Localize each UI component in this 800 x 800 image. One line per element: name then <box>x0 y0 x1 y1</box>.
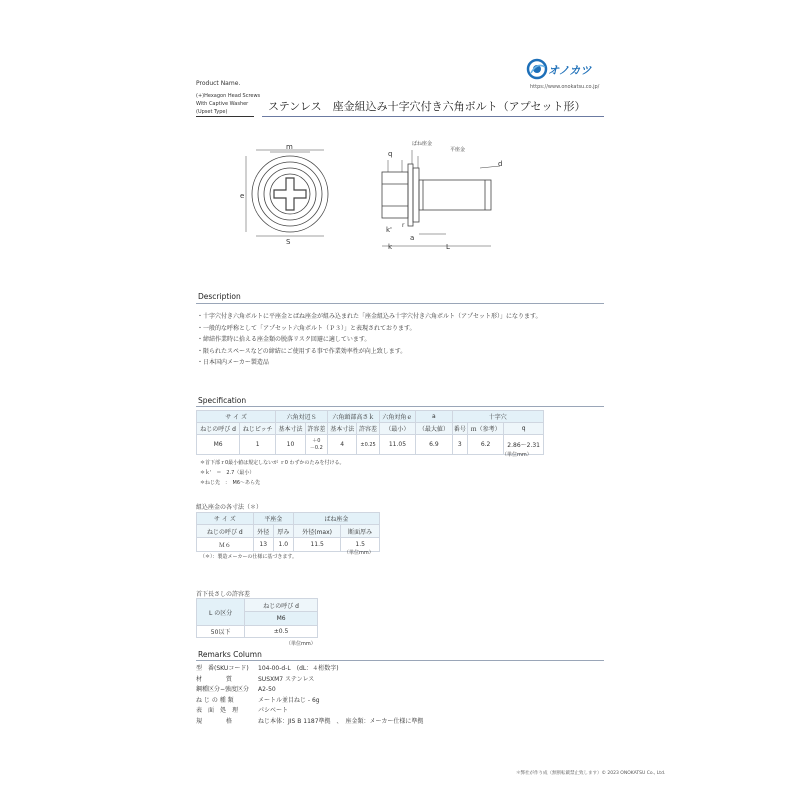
product-name-label: Product Name. <box>196 80 241 87</box>
english-name-line: (Upset Type) <box>196 109 228 115</box>
dim-d: d <box>498 160 503 168</box>
remarks-label: ね じ の 種 類 <box>196 696 234 704</box>
english-name-line: With Captive Washer <box>196 101 249 107</box>
washer-head-flat: 平座金 <box>253 513 293 525</box>
page-title: ステンレス 座金組込み十字穴付き六角ボルト（アプセット形） <box>268 100 586 113</box>
description-line: ・一般的な呼称として「アプセット六角ボルト（Ｐ３）」と表現されております。 <box>197 324 416 332</box>
spec-head-nominal: ねじの呼び d <box>197 423 240 435</box>
washer-cell-flat-t: 1.0 <box>273 538 293 552</box>
tolerance-table <box>196 598 318 638</box>
spec-cell-k: 4 <box>328 435 357 455</box>
washer-note: （＊）：製造メーカーの仕様に基づきます。 <box>200 554 298 560</box>
remarks-row <box>196 717 423 728</box>
spec-head-size: サ イ ズ <box>197 411 276 423</box>
tolerance-cell-range: 50以下 <box>197 626 245 638</box>
name-underline <box>196 116 254 117</box>
description-line: ・十字穴付き六角ボルトに平座金とばね座金が組み込まれた「座金組込み十字穴付き六角ボルト（アプセット形）」になります。 <box>197 313 542 320</box>
washer-head-size: サ イ ズ <box>197 513 254 525</box>
title-rule <box>262 116 604 117</box>
spec-head-no: 番号 <box>452 423 467 435</box>
spec-table <box>196 410 544 455</box>
spec-cell-s-tol-lower: －0.2 <box>309 444 323 451</box>
spec-head-max: （最大値） <box>416 423 452 435</box>
dim-k-prime: k' <box>386 226 392 234</box>
dim-k: k <box>388 243 393 251</box>
description-list <box>197 311 541 369</box>
washer-cell-flat-od: 13 <box>253 538 273 552</box>
spec-head-basic: 基本寸法 <box>328 423 357 435</box>
spec-note: ＊首下部ｒ0最小値は規定しないが ｒ0 わずかのたみを付ける。 <box>200 460 345 466</box>
tolerance-unit: （単位mm） <box>286 641 316 647</box>
remarks-label: 鋼種区分−強度区分 <box>196 686 250 693</box>
spec-note: ＊ｋ' ＝ 2.7（最小） <box>200 470 255 476</box>
remarks-value: パシベート <box>258 707 289 714</box>
remarks-value: SUSXM7 ステンレス <box>258 675 315 683</box>
specification-title: Specification <box>198 396 247 405</box>
washer-head-nominal: ねじの呼び d <box>197 525 254 538</box>
remarks-row <box>196 675 423 686</box>
dim-r: r <box>402 222 405 229</box>
description-title: Description <box>198 292 241 301</box>
spec-unit: （単位mm） <box>502 452 532 458</box>
spec-head-e: 六角対角ｅ <box>379 411 415 423</box>
dim-s: S <box>286 238 291 246</box>
flat-washer-label: 平座金 <box>450 147 466 153</box>
spec-cell-s-tol-upper: ＋0 <box>312 437 321 444</box>
remarks-row <box>196 696 423 707</box>
english-name-line: (+)Hexagon Head Screws <box>196 93 261 99</box>
washer-cell-spring-t: 1.5 <box>341 538 380 552</box>
washer-unit: （単位mm） <box>344 550 374 556</box>
remarks-value: 104-00-d-L (dL：４桁数字) <box>258 665 339 672</box>
description-line: ・限られたスペースなどの締結にご使用する事で作業効率性が向上致します。 <box>197 347 407 355</box>
spec-cell-nominal: M6 <box>197 435 240 455</box>
spec-cell-no: 3 <box>452 435 467 455</box>
spec-cell-s-tol <box>305 435 327 455</box>
washer-cell-nominal: Ｍ６ <box>197 538 254 552</box>
spec-cell-m: 6.2 <box>467 435 503 455</box>
washer-head-spring: ばね座金 <box>293 513 379 525</box>
washer-cell-spring-od: 11.5 <box>293 538 340 552</box>
spring-washer-label: ばね座金 <box>412 141 433 147</box>
dim-q: q <box>388 150 393 158</box>
spec-head-cross: 十字穴 <box>452 411 543 423</box>
washer-head-od-max: 外径(max) <box>293 525 340 538</box>
remarks-label: 表 面 処 理 <box>196 707 239 714</box>
remarks-label: 型 番(SKUコード) <box>196 665 249 672</box>
dim-a: a <box>410 234 415 242</box>
dim-e: e <box>240 192 245 200</box>
spec-head-m: ｍ（参考） <box>467 423 503 435</box>
washer-head-section-t: 断面厚み <box>341 525 380 538</box>
spec-cell-e: 11.05 <box>379 435 415 455</box>
description-rule <box>196 303 604 304</box>
washer-table <box>196 512 380 552</box>
spec-head-q: q <box>504 423 544 435</box>
washer-title: 組込座金の各寸法（＊） <box>196 504 263 511</box>
remarks-value: ねじ本体：JIS B 1187準拠 、 座金類：メーカー仕様に準拠 <box>258 717 424 725</box>
tolerance-head-nominal: ねじの呼び d <box>245 599 318 612</box>
remarks-rule <box>196 660 604 661</box>
dim-L: L <box>446 243 450 251</box>
spec-head-k: 六角頭部高さｋ <box>328 411 380 423</box>
spec-cell-a: 6.9 <box>416 435 452 455</box>
spec-cell-s: 10 <box>276 435 305 455</box>
remarks-row <box>196 664 423 675</box>
washer-head-t: 厚み <box>273 525 293 538</box>
tolerance-title: 首下長さしの許容差 <box>196 591 251 598</box>
remarks-value: メートル並目ねじ - 6g <box>258 696 320 704</box>
spec-notes <box>200 458 345 488</box>
brand-name: オノカツ <box>548 64 592 77</box>
remarks-row <box>196 685 423 696</box>
spec-cell-k-tol: ±0.25 <box>357 435 379 455</box>
spec-cell-q: 2.86～2.31 <box>504 435 544 455</box>
tolerance-cell-value: ±0.5 <box>245 626 318 638</box>
spec-note: ＊ねじ先 ： M6～あら先 <box>200 480 260 486</box>
spec-head-tol: 許容差 <box>305 423 327 435</box>
remarks-value: A2-50 <box>258 686 276 693</box>
description-line: ・締結作業時に拾える座金類の脱落リスク回避に適しています。 <box>197 336 371 343</box>
washer-head-od: 外径 <box>253 525 273 538</box>
spec-head-min: （最小） <box>379 423 415 435</box>
brand-logo <box>526 58 596 80</box>
spec-cell-pitch: 1 <box>240 435 276 455</box>
spec-head-a: a <box>416 411 452 423</box>
specification-rule <box>196 406 604 407</box>
remarks-label: 材 質 <box>196 675 233 683</box>
spec-head-tol: 許容差 <box>357 423 379 435</box>
tolerance-head-range: L の区分 <box>197 599 245 626</box>
footer-copyright: ＊弊社が作り成（無断転載禁止致します）© 2023 ONOKATSU Co., Ltd. <box>516 771 666 776</box>
description-line: ・日本国内メーカー製造品 <box>197 359 269 366</box>
spec-head-basic: 基本寸法 <box>276 423 305 435</box>
spec-head-pitch: ねじピッチ <box>240 423 276 435</box>
spec-head-s: 六角対辺Ｓ <box>276 411 328 423</box>
remarks-row <box>196 706 423 717</box>
dim-m: m <box>286 143 293 151</box>
remarks-title: Remarks Column <box>198 650 262 659</box>
tolerance-head-m6: M6 <box>245 612 318 626</box>
company-url[interactable]: https://www.onokatsu.co.jp/ <box>530 84 600 90</box>
remarks-list <box>196 664 423 727</box>
english-name <box>196 92 260 116</box>
remarks-label: 規 格 <box>196 717 233 725</box>
